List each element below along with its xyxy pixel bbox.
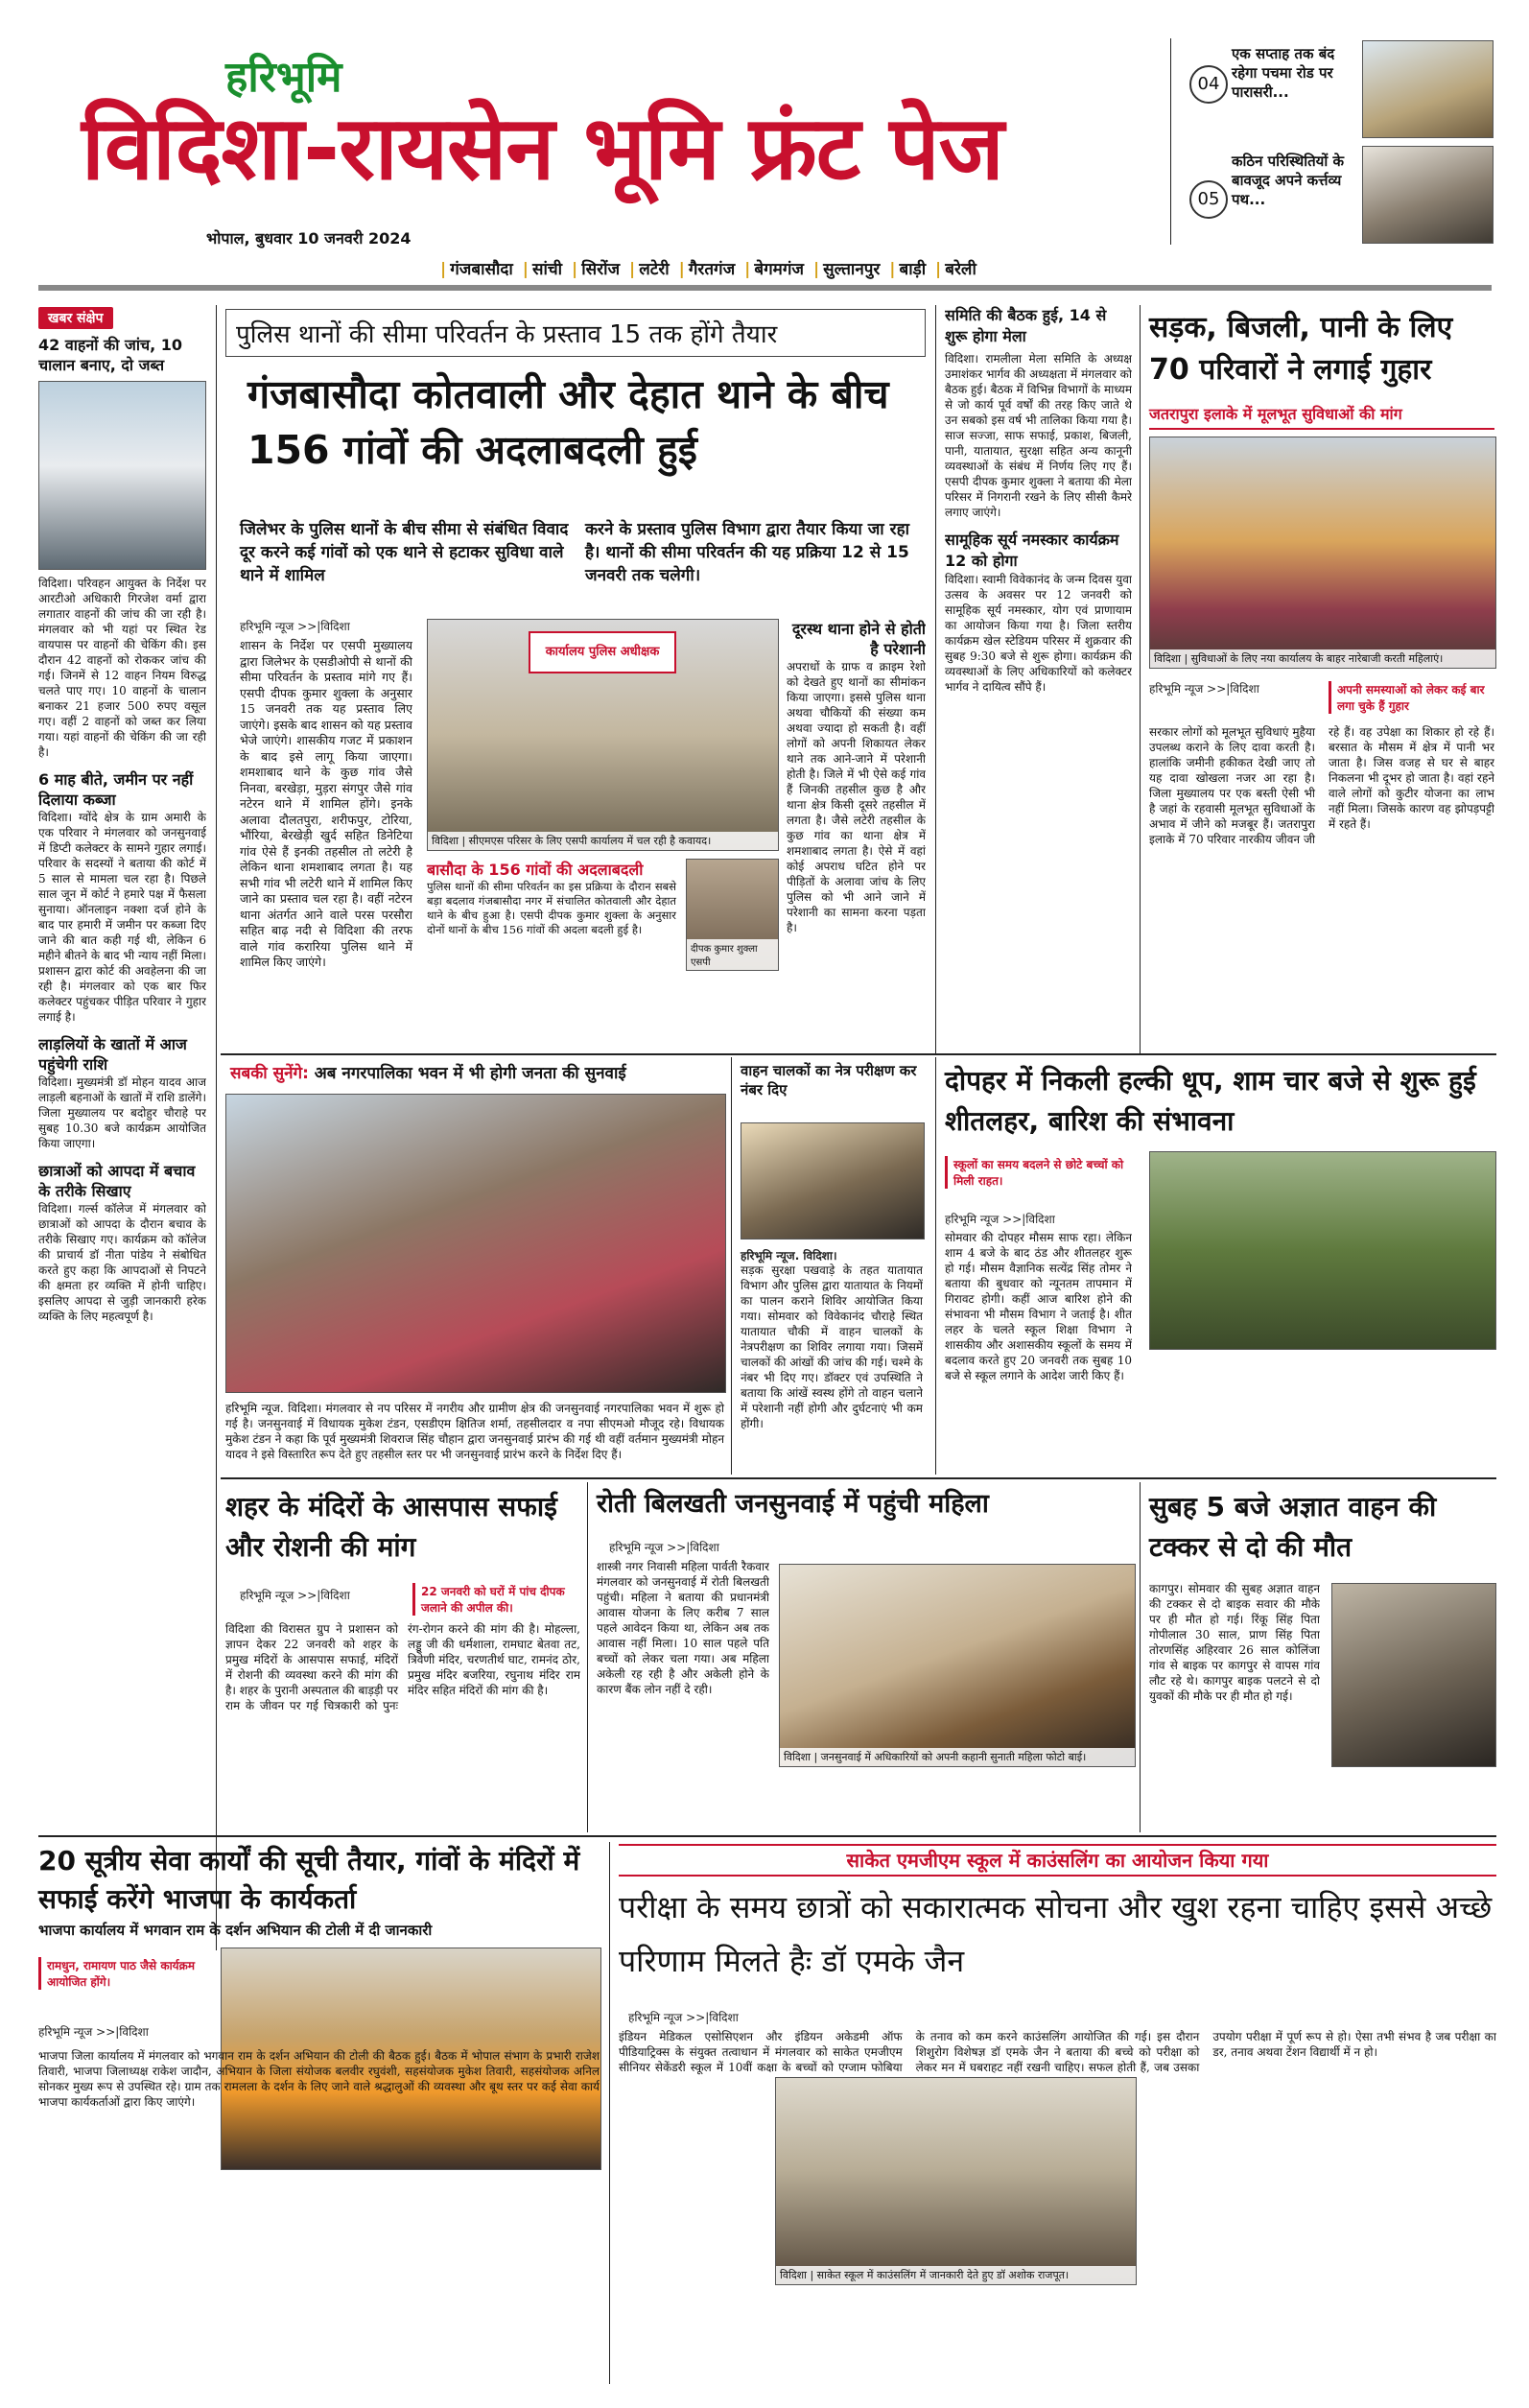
lead-kicker-text: पुलिस थानों की सीमा परिवर्तन के प्रस्ताव 15 तक होंगे तैयार bbox=[236, 320, 778, 349]
saket-banner bbox=[619, 1844, 1496, 1877]
saket-photo bbox=[775, 2077, 1137, 2285]
teaser-text: एक सप्ताह तक बंद रहेगा पचमा रोड पर पारासरी... bbox=[1232, 45, 1335, 101]
surya-headline: सामूहिक सूर्य नमस्कार कार्यक्रम 12 को होगा bbox=[945, 531, 1119, 570]
temple-bullet: 22 जनवरी को घरों में पांच दीपक जलाने की अपील की। bbox=[412, 1583, 584, 1616]
section-rule bbox=[38, 1835, 1496, 1837]
roti-headline: रोती बिलखती जनसुनवाई में पहुंची महिला bbox=[597, 1489, 989, 1519]
bjp-bullet: रामधुन, रामायण पाठ जैसे कार्यक्रम आयोजित होंगे। bbox=[38, 1957, 220, 1990]
bjp-deck: भाजपा कार्यालय में भगवान राम के दर्शन अभियान की टोली में दी जानकारी bbox=[38, 1922, 433, 1939]
accident-photo bbox=[1331, 1583, 1496, 1767]
nav-item[interactable]: सिरोंज bbox=[581, 260, 621, 279]
brief-headline-4: छात्राओं को आपदा में बचाव के तरीके सिखाए bbox=[38, 1162, 196, 1200]
eye-headline: वाहन चालकों का नेत्र परीक्षण कर नंबर दिए bbox=[741, 1062, 917, 1098]
saket-byline: हरिभूमि न्यूज >>|विदिशा bbox=[628, 2011, 739, 2024]
bjp-headline: 20 सूत्रीय सेवा कार्यों की सूची तैयार, गांवों के मंदिरों में सफाई करेंगे भाजपा के कार्यकर्ता bbox=[38, 1845, 580, 1915]
teaser-photo bbox=[1362, 40, 1494, 138]
office-signboard: कार्यालय पुलिस अधीक्षक bbox=[529, 631, 676, 673]
nav-item[interactable]: गैरतगंज bbox=[688, 260, 736, 279]
column-divider bbox=[731, 1057, 732, 1475]
teaser-number: 05 bbox=[1189, 180, 1228, 219]
nav-item[interactable]: बेगमगंज bbox=[754, 260, 805, 279]
teaser-photo bbox=[1362, 146, 1494, 244]
road-body: सरकार लोगों को मूलभूत सुविधाएं मुहैया उपलब्ध कराने के लिए दावा करती है। हालांकि जमीनी हकीकत देखी जाए तो यह दावा खोखला नजर आ रहा है। जिला मुख्यालय पर एक बस्ती ऐसी भी है जहां के रहवासी मूलभूत सुविधाओं के अभाव में जीने को मजबूर हैं। जतरापुरा इलाके में 70 परिवार नारकीय जीवन जी रहे हैं। वह उपेक्षा का शिकार हो रहे हैं। बरसात के मौसम में क्षेत्र में पानी भर जाता है। जिस वजह से घर से बाहर निकलना भी दूभर हो जाता है। वहां रहने वाले लोगों को कुटीर योजना का लाभ नहीं मिला। जिसके कारण वह झोपड़पट्टी में रहते हैं। bbox=[1149, 725, 1494, 846]
road-byline: हरिभूमि न्यूज >>|विदिशा bbox=[1149, 682, 1259, 696]
weather-headline: दोपहर में निकली हल्की धूप, शाम चार बजे से शुरू हुई शीतलहर, बारिश की संभावना bbox=[945, 1065, 1476, 1137]
lead-kicker bbox=[225, 309, 926, 357]
mela-headline: समिति की बैठक हुई, 14 से शुरू होगा मेला bbox=[945, 306, 1107, 345]
teaser-divider bbox=[1170, 38, 1171, 245]
road-photo-caption: विदिशा | सुविधाओं के लिए नया कार्यालय के बाहर नारेबाजी करती महिलाएं। bbox=[1150, 649, 1495, 668]
eye-byline: हरिभूमि न्यूज. विदिशा। bbox=[741, 1249, 837, 1263]
nav-item[interactable]: बाड़ी bbox=[899, 260, 927, 279]
nav-item[interactable]: बरेली bbox=[945, 260, 976, 279]
section-rule bbox=[221, 1477, 1496, 1479]
eye-photo bbox=[741, 1122, 925, 1239]
saket-body: इंडियन मेडिकल एसोसिएशन और इंडियन अकेडमी ऑफ पीडियाट्रिक्स के संयुक्त तत्वाधान में मंगलवार को साकेत एमजीएम सीनियर सेकेंडरी स्कूल में 10वीं कक्षा के बच्चों को एग्जाम फोबिया के तनाव को कम करने काउंसलिंग आयोजित की गई। इस दौरान शिशुरोग विशेषज्ञ डॉ एमके जैन ने बताया की बच्चे को परीक्षा को लेकर मन में घबराहट नहीं रखनी चाहिए। सफल होती हैं, जब उसका उपयोग परीक्षा में पूर्ण रूप से हो। ऐसा तभी संभव है जब परीक्षा का डर, तनाव अथवा टेंशन विद्यार्थी में न हो। bbox=[619, 2030, 1496, 2074]
lead-photo-caption: विदिशा | सीएमएस परिसर के लिए एसपी कार्यालय में चल रही है कवायद। bbox=[428, 832, 778, 850]
brief-column bbox=[38, 307, 206, 1952]
road-subhead: जतरापुरा इलाके में मूलभूत सुविधाओं की मांग bbox=[1149, 403, 1494, 430]
roti-photo bbox=[779, 1564, 1136, 1767]
roti-body: शास्त्री नगर निवासी महिला पार्वती रैकवार मंगलवार को जनसुनवाई में रोती बिलखती पहुंची। महिला ने बताया की प्रधानमंत्री आवास योजना के लिए करीब 7 साल पहले आवेदन किया था, लेकिन अब तक आवास नहीं मिला। 10 साल पहले पति बच्चों को लेकर चला गया। अब महिला अकेली रह रही है और अकेली होने के कारण बैंक लोन नहीं दे रही। bbox=[597, 1560, 769, 1696]
brief-body-2: विदिशा। ग्वोंदे क्षेत्र के ग्राम अमारी के एक परिवार ने मंगलवार को जनसुनवाई में डिप्टी कलेक्टर के सामने गुहार लगाई। परिवार के सदस्यों ने बताया की कोर्ट में 5 साल से मामला चल रहा है। पिछले साल जून में कोर्ट ने हमारे पक्ष में फैसला सुनाया। ऑनलाइन नक्शा दर्ज होने के बाद पार हमारी में जमीन पर कब्जा दिए जाने की बात कही गई थी, लेकिन 6 महीने बीतने के बाद भी न्याय नहीं मिला। प्रशासन द्वारा कोर्ट की अवहेलना की जा रही है। मंगलवार को एक बार फिर कलेक्टर पहुंचकर पीड़ित परिवार ने गुहार लगाई है। bbox=[38, 811, 206, 1024]
roti-photo-caption: विदिशा | जनसुनवाई में अधिकारियों को अपनी कहानी सुनाती महिला फोटो बाई। bbox=[780, 1748, 1135, 1766]
bjp-byline: हरिभूमि न्यूज >>|विदिशा bbox=[38, 2025, 149, 2039]
masthead-rule bbox=[38, 285, 1492, 291]
jansunvai-body: हरिभूमि न्यूज. विदिशा। मंगलवार से नप परिसर में नगरीय और ग्रामीण क्षेत्र की जनसुनवाई नगरपालिका भवन में शुरू हो गई है। जनसुनवाई में विधायक मुकेश टंडन, एसडीएम क्षितिज शर्मा, तहसीलदार व नपा सीएमओ मौजूद रहे। विधायक मुकेश टंडन ने कहा कि पूर्व मुख्यमंत्री शिवराज सिंह चौहान द्वारा जनसुनवाई प्रारंभ की गई थी वहीं वर्तमान मुख्यमंत्री मोहन यादव ने इसे विस्तारित रूप देते हुए तहसील स्तर पर भी जनसुनवाई प्रारंभ करने के निर्देश दिए हैं। bbox=[225, 1402, 724, 1461]
jansunvai-title: अब नगरपालिका भवन में भी होगी जनता की सुनवाई bbox=[314, 1064, 626, 1083]
saket-headline: परीक्षा के समय छात्रों को सकारात्मक सोचना और खुश रहना चाहिए इससे अच्छे परिणाम मिलते हैः डॉ एमके जैन bbox=[619, 1889, 1493, 1979]
lead-sidebar bbox=[787, 619, 926, 1041]
bjp-body: भाजपा जिला कार्यालय में मंगलवार को भगवान राम के दर्शन अभियान की टोली की बैठक हुई। बैठक में भोपाल संभाग के प्रभारी राजेश तिवारी, भाजपा जिलाध्यक्ष राकेश जादौन, अभियान के जिला संयोजक बलवीर रघुवंशी, सहसंयोजक मुकेश तिवारी, सहसंयोजक अनिल सोनकर मुख्य रूप से उपस्थित रहे। ग्राम तक रामलला के दर्शन के लिए जाने वाले श्रद्धालुओं की व्यवस्था और बूथ स्तर पर कई सेवा कार्य भाजपा कार्यकर्ताओं द्वारा किए जाएंगे। bbox=[38, 2049, 600, 2109]
weather-bullet: स्कूलों का समय बदलने से छोटे बच्चों को मिली राहत। bbox=[945, 1156, 1141, 1189]
brief-headline-1: 42 वाहनों की जांच, 10 चालान बनाए, दो जब्त bbox=[38, 336, 183, 374]
column-divider bbox=[587, 1482, 588, 1832]
column-divider bbox=[935, 305, 936, 1053]
accident-headline: सुबह 5 बजे अज्ञात वाहन की टक्कर से दो की मौत bbox=[1149, 1491, 1437, 1563]
dateline: भोपाल, बुधवार 10 जनवरी 2024 bbox=[206, 229, 412, 248]
temple-body: विदिशा की विरासत ग्रुप ने प्रशासन को ज्ञापन देकर 22 जनवरी को शहर के प्रमुख मंदिरों के आसपास सफाई, मंदिरों में रोशनी की व्यवस्था करने की मांग की है। शहर के पुरानी अस्पताल की बाड़ड़ी पर राम के जीवन पर गई चित्रकारी को पुनः रंग-रोगन करने की मांग की है। मोहल्ला, लड्डू जी की धर्मशाला, रामघाट बेतवा तट, त्रिवेणी मंदिर, चरणतीर्थ घाट, रामनंद ठोर, प्रमुख मंदिर बजरिया, रघुनाथ मंदिर राम मंदिर सहित मंदिरों की मांग की है। bbox=[225, 1622, 580, 1712]
weather-byline: हरिभूमि न्यूज >>|विदिशा bbox=[945, 1213, 1055, 1226]
brief-body-3: विदिशा। मुख्यमंत्री डॉ मोहन यादव आज लाड़ली बहनाओं के खातों में राशि डालेंगे। जिला मुख्यालय पर बदोहुर चौराहे पर सुबह 10.30 बजे कार्यक्रम आयोजित किया जाएगा। bbox=[38, 1075, 206, 1150]
saket-photo-caption: विदिशा | साकेत स्कूल में काउंसलिंग में जानकारी देते हुए डॉ अशोक राजपूत। bbox=[776, 2266, 1136, 2284]
mela-body: विदिशा। रामलीला मेला समिति के अध्यक्ष उमाशंकर भार्गव की अध्यक्षता में मंगलवार को बैठक हुई। बैठक में विभिन्न विभागों के माध्यम से जो कार्य पूर्व वर्षों की तरह किए जाते थे उन सबको इस वर्ष भी तालिका किया गया है। साज सज्जा, साफ सफाई, प्रकाश, बिजली, पानी, यातायात, सुरक्षा सहित अन्य कानूनी व्यवस्थाओं के संबंध में निर्णय लिए गए हैं। एसपी दीपक कुमार शुक्ला ने बताया की मेला परिसर में निगरानी रखने के लिए सीसी कैमरे लगाए जाएंगे। bbox=[945, 352, 1132, 519]
lead-deck-left: जिलेभर के पुलिस थानों के बीच सीमा से संबंधित विवाद दूर करने कई गांवों को एक थाने से हटाकर सुविधा वाले थाने में शामिल bbox=[240, 520, 569, 585]
column-divider bbox=[1140, 305, 1141, 1053]
brief-body-1: विदिशा। परिवहन आयुक्त के निर्देश पर आरटीओ अधिकारी गिरजेश वर्मा द्वारा लगातार वाहनों की जांच की जा रही है। मंगलवार को भी यहां पर स्थित रेड वायपास पर वाहनों की चेकिंग की। इस दौरान 42 वाहनों को रोककर जांच की गई। जिनमें से 12 वाहन नियम विरुद्ध चलते पाए गए। 10 वाहनों के चालान बनाकर 21 हजार 500 रुपए वसूल गए। वहीं 2 वाहनों को जब्त कर लिया गया। यहां वाहनों की चेकिंग की जा रही है। bbox=[38, 577, 206, 759]
page-title: विदिशा-रायसेन भूमि फ्रंट पेज bbox=[82, 97, 1003, 200]
column-divider bbox=[935, 1057, 936, 1475]
saket-banner-text: साकेत एमजीएम स्कूल में काउंसलिंग का आयोजन किया गया bbox=[846, 1849, 1269, 1872]
lead-deck-right: करने के प्रस्ताव पुलिस विभाग द्वारा तैयार किया जा रहा है। थानों की सीमा परिवर्तन की यह प्रक्रिया 12 से 15 जनवरी तक चलेगी। bbox=[585, 520, 910, 585]
column-divider bbox=[609, 1842, 610, 2384]
jansunvai-label: सबकी सुनेंगे: bbox=[230, 1064, 309, 1083]
lead-headline: गंजबासौदा कोतवाली और देहात थाने के बीच 156 गांवों की अदलाबदली हुई bbox=[247, 371, 889, 473]
teaser-text: कठिन परिस्थितियों के बावजूद अपने कर्त्तव्य पथ... bbox=[1232, 153, 1344, 208]
jansunvai-photo bbox=[225, 1094, 726, 1393]
lead-sidebar-body: अपराधों के ग्राफ व क्राइम रेशो को देखते हुए थानों का सीमांकन किया जाएगा। इससे पुलिस थाना अथवा चौकियों की संख्या कम अथवा ज्यादा हो सकती है। वहीं लोगों को अपनी शिकायत लेकर थाने तक आने-जाने में परेशानी होती है। जिले में भी ऐसे कई गांव हैं जिनकी तहसील कुछ है और थाना क्षेत्र किसी दूसरे तहसील में लगता है। जैसे लटेरी तहसील के कुछ गांव का थाना क्षेत्र में शमशाबाद लगता है। ऐसे में वहां कोई अपराध घटित होने पर पीड़ितों के अलावा जांच के लिए पुलिस को भी आने जाने में परेशानी का सामना करना पड़ता है। bbox=[787, 660, 926, 934]
teaser-number: 04 bbox=[1189, 65, 1228, 104]
sp-portrait bbox=[686, 859, 779, 971]
roti-byline: हरिभूमि न्यूज >>|विदिशा bbox=[609, 1541, 719, 1554]
section-nav: | गंजबासौदा | सांची | सिरोंज | लटेरी | गैरतगंज | बेगमगंज | सुल्तानपुर | बाड़ी | बरेली bbox=[440, 260, 976, 279]
eye-body: सड़क सुरक्षा पखवाड़े के तहत यातायात विभाग और पुलिस द्वारा यातायात के नियमों का पालन कराने शिविर आयोजित किया गया। सोमवार को विवेकानंद चौराहे स्थित यातायात चौकी में वाहन चालकों के नेत्रपरीक्षण का शिविर लगाया गया। जिसमें चालकों की आंखों की जांच की गई। चश्मे के नंबर भी दिए गए। डॉक्टर एवं उपस्थिति ने बताया कि आंखें स्वस्थ होंगे तो वाहन चलाने में परेशानी नहीं होगी और दुर्घटनाएं भी कम होंगी। bbox=[741, 1263, 923, 1430]
lead-byline: हरिभूमि न्यूज >>|विदिशा bbox=[240, 620, 350, 633]
lead-sidebar-headline: दूरस्थ थाना होने से होती है परेशानी bbox=[791, 620, 926, 658]
lead-body: शासन के निर्देश पर एसपी मुख्यालय द्वारा जिलेभर के एसडीओपी से थानों की सीमा परिवर्तन के प्रस्ताव मांगे गए हैं। एसपी दीपक कुमार शुक्ला के अनुसार 15 जनवरी तक यह प्रस्ताव लिए जाएंगे। इसके बाद शासन को यह प्रस्ताव भेजे जाएंगे। शासकीय गजट में प्रकाशन के बाद इसे लागू किया जाएगा। शमशाबाद थाने के कुछ गांव जैसे निनवा, बरखेड़ा, मुड़रा संगपुर जैसे गांव नटेरन थाने में शामिल होंगे। इनके अलावा दौलतपुरा, शरीफपुर, टोरिया, भौंरिया, बेरखेड़ी खुर्द सहित डिनेटिया गांव ऐसे हैं इनकी तहसील तो लटेरी है लेकिन थाना शमशाबाद लगता है। यह सभी गांव भी लटेरी थाने में शामिल किए जाने का प्रस्ताव चल रहा है। वहीं नटेरन थाना अंतर्गत आने वाले परस परसौरा सहित बाढ़ नदी से विदिशा की तरफ वाले गांव करारिया पुलिस थाने में शामिल किए जाएंगे। bbox=[240, 638, 412, 969]
jansunvai-headline bbox=[230, 1061, 729, 1083]
weather-body: सोमवार की दोपहर मौसम साफ रहा। लेकिन शाम 4 बजे के बाद ठंड और शीतलहर शुरू हो गई। मौसम वैज्ञानिक सत्येंद्र सिंह तोमर ने बताया की बुधवार को न्यूनतम तापमान में गिरावट होगी। कहीं आज बारिश होने की संभावना भी मौसम विभाग ने जताई है। शीत लहर के चलते स्कूल शिक्षा विभाग ने शासकीय और अशासकीय स्कूलों के समय में बदलाव करते हुए 20 जनवरी तक सुबह 10 बजे से स्कूल लगाने के आदेश जारी किए हैं। bbox=[945, 1231, 1132, 1382]
sp-portrait-caption: दीपक कुमार शुक्ला एसपी bbox=[687, 939, 778, 970]
teaser-05[interactable] bbox=[1189, 144, 1496, 249]
surya-body: विदिशा। स्वामी विवेकानंद के जन्म दिवस युवा उत्सव के अवसर पर 12 जनवरी को सामूहिक सूर्य नमस्कार, योग एवं प्राणायाम का आयोजन किया गया है। जिला स्तरीय कार्यक्रम खेल स्टेडियम परिसर में शुक्रवार की सुबह 9:30 बजे से शुरू होगा। कार्यक्रम की व्यवस्थाओं के लिए अधिकारियों को कलेक्टर भार्गव ने दायित्व सौंपे हैं। bbox=[945, 573, 1132, 694]
inset-body: पुलिस थानों की सीमा परिवर्तन का इस प्रक्रिया के दौरान सबसे बड़ा बदलाव गंजबासौदा नगर में संचालित कोतवाली और देहात थाने के बीच हुआ है। एसपी दीपक कुमार शुक्ला के अनुसार दोनों थानों के बीच 156 गांवों की अदला बदली हुई है। bbox=[427, 880, 676, 936]
nav-item[interactable]: सुल्तानपुर bbox=[823, 260, 881, 279]
inset-headline: बासौदा के 156 गांवों की अदलाबदली bbox=[427, 861, 644, 879]
brief-headline-3: लाड़लियों के खातों में आज पहुंचेगी राशि bbox=[38, 1035, 187, 1074]
nav-item[interactable]: गंजबासौदा bbox=[450, 260, 513, 279]
lead-photo-office bbox=[427, 619, 779, 851]
brand-logo: हरिभूमि bbox=[225, 53, 342, 102]
weather-photo bbox=[1149, 1151, 1496, 1350]
road-headline: सड़क, बिजली, पानी के लिए 70 परिवारों ने लगाई गुहार bbox=[1149, 311, 1453, 387]
column-divider bbox=[1140, 1482, 1141, 1832]
temple-byline: हरिभूमि न्यूज >>|विदिशा bbox=[240, 1589, 350, 1602]
lead-inset bbox=[427, 859, 676, 937]
road-bullet: अपनी समस्याओं को लेकर कई बार लगा चुके हैं गुहार bbox=[1329, 681, 1500, 714]
temple-headline: शहर के मंदिरों के आसपास सफाई और रोशनी की मांग bbox=[225, 1491, 557, 1563]
teaser-04[interactable] bbox=[1189, 40, 1496, 136]
column-divider bbox=[216, 305, 217, 1950]
road-photo bbox=[1149, 437, 1496, 669]
nav-item[interactable]: सांची bbox=[531, 260, 563, 279]
accident-body: कागपुर। सोमवार की सुबह अज्ञात वाहन की टक्कर से दो बाइक सवार की मौके पर ही मौत हो गई। रिंकू सिंह पिता गोपीलाल 30 साल, प्राण सिंह पिता तोरणसिंह अहिरवार 26 साल कोलिंजा गांव से बाइक पर कागपुर से वापस गांव लौट रहे थे। कागपुर बाइक पलटने से दो युवकों की मौके पर ही मौत हो गई। bbox=[1149, 1582, 1320, 1703]
section-rule bbox=[221, 1053, 1496, 1055]
nav-item[interactable]: लटेरी bbox=[639, 260, 670, 279]
brief-photo-car bbox=[38, 381, 206, 570]
brief-label: खबर संक्षेप bbox=[38, 307, 113, 329]
brief-headline-2: 6 माह बीते, जमीन पर नहीं दिलाया कब्जा bbox=[38, 770, 194, 809]
mela-story bbox=[945, 305, 1132, 1053]
brief-body-4: विदिशा। गर्ल्स कॉलेज में मंगलवार को छात्राओं को आपदा के दौरान बचाव के तरीके सिखाए गए। कार्यक्रम को कॉलेज की प्राचार्य डॉ नीता पांडेय ने संबोधित करते हुए कहा कि आपदाओं से निपटने की क्षमता हर व्यक्ति में होनी चाहिए। इसलिए आपदा से जुड़ी जानकारी हरेक व्यक्ति के लिए महत्वपूर्ण है। bbox=[38, 1202, 206, 1323]
